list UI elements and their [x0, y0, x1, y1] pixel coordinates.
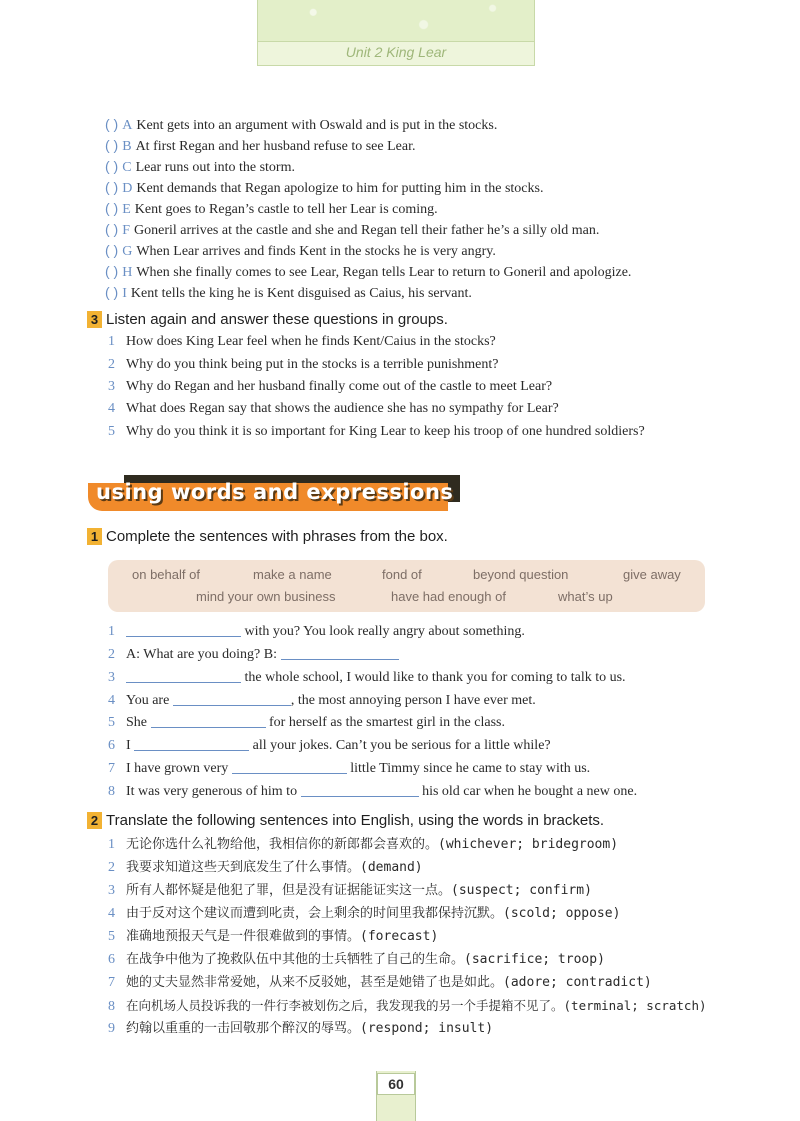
item-number: 4 [108, 906, 115, 921]
hint-words: (demand) [360, 860, 423, 875]
phrase-item: give away [623, 567, 681, 582]
list-item [105, 199, 438, 219]
phrase-item: on behalf of [132, 567, 200, 582]
list-item [105, 157, 295, 177]
item-letter: D [122, 181, 133, 196]
answer-blank[interactable]: ( ) [105, 200, 119, 216]
translation-item [108, 951, 605, 969]
sentence-item [108, 783, 637, 801]
section-number-badge: 3 [87, 311, 102, 328]
item-letter: E [122, 202, 131, 217]
translation-item [108, 1020, 493, 1038]
list-item [105, 115, 497, 135]
answer-blank[interactable]: ( ) [105, 221, 119, 237]
question-item [108, 333, 496, 351]
item-number: 3 [108, 883, 115, 898]
item-text: Kent tells the king he is Kent disguised as Caius, his servant. [130, 286, 472, 301]
hint-words: (adore; contradict) [503, 975, 652, 990]
item-text: Lear runs out into the storm. [135, 160, 295, 175]
item-letter: A [122, 118, 133, 133]
item-text: Kent gets into an argument with Oswald and is put in the stocks. [136, 118, 498, 133]
sentence-number: 5 [108, 715, 115, 730]
chinese-sentence: 约翰以重重的一击回敬那个醉汉的辱骂。 [126, 1021, 361, 1036]
hint-words: (terminal; scratch) [563, 998, 707, 1013]
translate-heading-text: Translate the following sentences into English, using the words in brackets. [106, 812, 605, 829]
sentence-text: with you? You look really angry about something. [244, 624, 525, 639]
hint-words: (whichever; bridegroom) [438, 837, 619, 852]
chinese-sentence: 我要求知道这些天到底发生了什么事情。 [126, 860, 361, 875]
page-footer [376, 1071, 416, 1121]
answer-blank[interactable] [126, 624, 241, 637]
sentence-number: 4 [108, 693, 115, 708]
translation-item [108, 997, 707, 1016]
item-text: When Lear arrives and finds Kent in the stocks he is very angry. [136, 244, 496, 259]
answer-blank[interactable] [151, 715, 266, 728]
page-number: 60 [377, 1073, 415, 1095]
sentence-item [108, 646, 399, 664]
complete-heading [87, 528, 448, 545]
sentence-text: , the most annoying person I have ever met. [290, 693, 536, 708]
banner-title: using words and expressions [96, 480, 454, 504]
complete-heading-text: Complete the sentences with phrases from the box. [106, 528, 448, 545]
question-text: Why do you think being put in the stocks is a terrible punishment? [126, 357, 499, 372]
chinese-sentence: 在向机场人员投诉我的一件行李被划伤之后，我发现我的另一个手提箱不见了。 [126, 998, 564, 1013]
item-number: 2 [108, 860, 115, 875]
item-letter: B [122, 139, 132, 154]
item-text: When she finally comes to see Lear, Regan tells Lear to return to Goneril and apologize. [136, 265, 632, 280]
chinese-sentence: 所有人都怀疑是他犯了罪，但是没有证据能证实这一点。 [126, 883, 452, 898]
translation-item [108, 928, 438, 946]
phrase-item: have had enough of [391, 589, 506, 604]
sentence-text: A: What are you doing? B: [126, 647, 277, 662]
sentence-item [108, 669, 626, 687]
sentence-item [108, 692, 536, 710]
item-text: Goneril arrives at the castle and she and Regan tell their father he’s a silly old man. [134, 223, 600, 238]
chinese-sentence: 准确地预报天气是一件很难做到的事情。 [126, 929, 361, 944]
answer-blank[interactable]: ( ) [105, 284, 119, 300]
hint-words: (scold; oppose) [503, 906, 621, 921]
hint-words: (suspect; confirm) [451, 883, 592, 898]
list-item [105, 136, 415, 156]
sentence-number: 3 [108, 670, 115, 685]
chinese-sentence: 她的丈夫显然非常爱她，从来不反驳她，甚至是她错了也是如此。 [126, 975, 504, 990]
section-number-badge: 1 [87, 528, 102, 545]
sentence-item [108, 737, 551, 755]
answer-blank[interactable] [134, 738, 249, 751]
question-number: 1 [108, 334, 115, 349]
question-text: How does King Lear feel when he finds Kent/Caius in the stocks? [126, 334, 496, 349]
question-item [108, 400, 559, 418]
translation-item [108, 859, 423, 877]
sentence-text: all your jokes. Can’t you be serious for a little while? [252, 738, 551, 753]
section-banner [88, 475, 460, 511]
chinese-sentence: 在战争中他为了挽救队伍中其他的士兵牺牲了自己的生命。 [126, 952, 465, 967]
answer-blank[interactable] [301, 784, 419, 797]
hint-words: (sacrifice; troop) [464, 952, 605, 967]
item-number: 5 [108, 929, 115, 944]
sentence-item [108, 760, 590, 778]
question-item [108, 378, 552, 396]
sentence-text: You are [126, 693, 170, 708]
answer-blank[interactable] [232, 761, 347, 774]
item-number: 8 [108, 999, 115, 1014]
answer-blank[interactable]: ( ) [105, 116, 119, 132]
translation-item [108, 974, 652, 992]
item-letter: I [122, 286, 127, 301]
question-number: 4 [108, 401, 115, 416]
sentence-number: 8 [108, 784, 115, 799]
question-text: What does Regan say that shows the audience she has no sympathy for Lear? [126, 401, 559, 416]
item-text: Kent goes to Regan’s castle to tell her Lear is coming. [134, 202, 438, 217]
list-item [105, 283, 472, 303]
answer-blank[interactable] [173, 693, 291, 706]
item-number: 6 [108, 952, 115, 967]
answer-blank[interactable]: ( ) [105, 137, 119, 153]
list-item [105, 220, 599, 240]
sentence-text: the whole school, I would like to thank you for coming to talk to us. [244, 670, 626, 685]
answer-blank[interactable] [281, 647, 399, 660]
sentence-text: It was very generous of him to [126, 784, 298, 799]
item-letter: H [122, 265, 133, 280]
sentence-number: 2 [108, 647, 115, 662]
question-number: 3 [108, 379, 115, 394]
sentence-text: She [126, 715, 147, 730]
item-number: 1 [108, 837, 115, 852]
item-letter: F [122, 223, 131, 238]
unit-header [257, 0, 535, 66]
phrase-item: mind your own business [196, 589, 336, 604]
hint-words: (respond; insult) [360, 1021, 494, 1036]
question-number: 2 [108, 357, 115, 372]
answer-blank[interactable]: ( ) [105, 242, 119, 258]
translation-item [108, 882, 592, 900]
item-letter: C [122, 160, 132, 175]
sentence-text: his old car when he bought a new one. [422, 784, 638, 799]
sentence-item [108, 714, 505, 732]
question-text: Why do you think it is so important for King Lear to keep his troop of one hundred soldiers? [126, 424, 645, 439]
list-item [105, 262, 631, 282]
section-number-badge: 2 [87, 812, 102, 829]
sentence-text: I [126, 738, 131, 753]
answer-blank[interactable]: ( ) [105, 158, 119, 174]
listen-heading [87, 311, 448, 328]
sentence-number: 1 [108, 624, 115, 639]
question-number: 5 [108, 424, 115, 439]
translation-item [108, 905, 620, 923]
translate-heading [87, 812, 604, 829]
unit-title: Unit 2 King Lear [345, 44, 447, 60]
sentence-number: 7 [108, 761, 115, 776]
phrase-item: make a name [253, 567, 332, 582]
phrase-item: beyond question [473, 567, 569, 582]
item-number: 9 [108, 1021, 115, 1036]
phrase-item: what’s up [558, 589, 613, 604]
phrase-item: fond of [382, 567, 422, 582]
list-item [105, 178, 543, 198]
sentence-text: little Timmy since he came to stay with us. [350, 761, 591, 776]
sentence-number: 6 [108, 738, 115, 753]
translation-item [108, 836, 618, 854]
phrase-box [108, 560, 705, 612]
answer-blank[interactable]: ( ) [105, 263, 119, 279]
sentence-text: I have grown very [126, 761, 229, 776]
list-item [105, 241, 496, 261]
answer-blank[interactable] [126, 670, 241, 683]
chinese-sentence: 由于反对这个建议而遭到叱责，会上剩余的时间里我都保持沉默。 [126, 906, 504, 921]
question-text: Why do Regan and her husband finally come out of the castle to meet Lear? [126, 379, 553, 394]
header-decoration [258, 0, 534, 42]
item-text: At first Regan and her husband refuse to see Lear. [135, 139, 416, 154]
listen-heading-text: Listen again and answer these questions in groups. [106, 311, 448, 328]
sentence-item [108, 623, 525, 641]
chinese-sentence: 无论你选什么礼物给他，我相信你的新郎都会喜欢的。 [126, 837, 439, 852]
item-text: Kent demands that Regan apologize to him for putting him in the stocks. [136, 181, 544, 196]
item-number: 7 [108, 975, 115, 990]
item-letter: G [122, 244, 133, 259]
sentence-text: for herself as the smartest girl in the class. [269, 715, 505, 730]
hint-words: (forecast) [360, 929, 439, 944]
answer-blank[interactable]: ( ) [105, 179, 119, 195]
question-item [108, 356, 499, 374]
question-item [108, 423, 645, 441]
